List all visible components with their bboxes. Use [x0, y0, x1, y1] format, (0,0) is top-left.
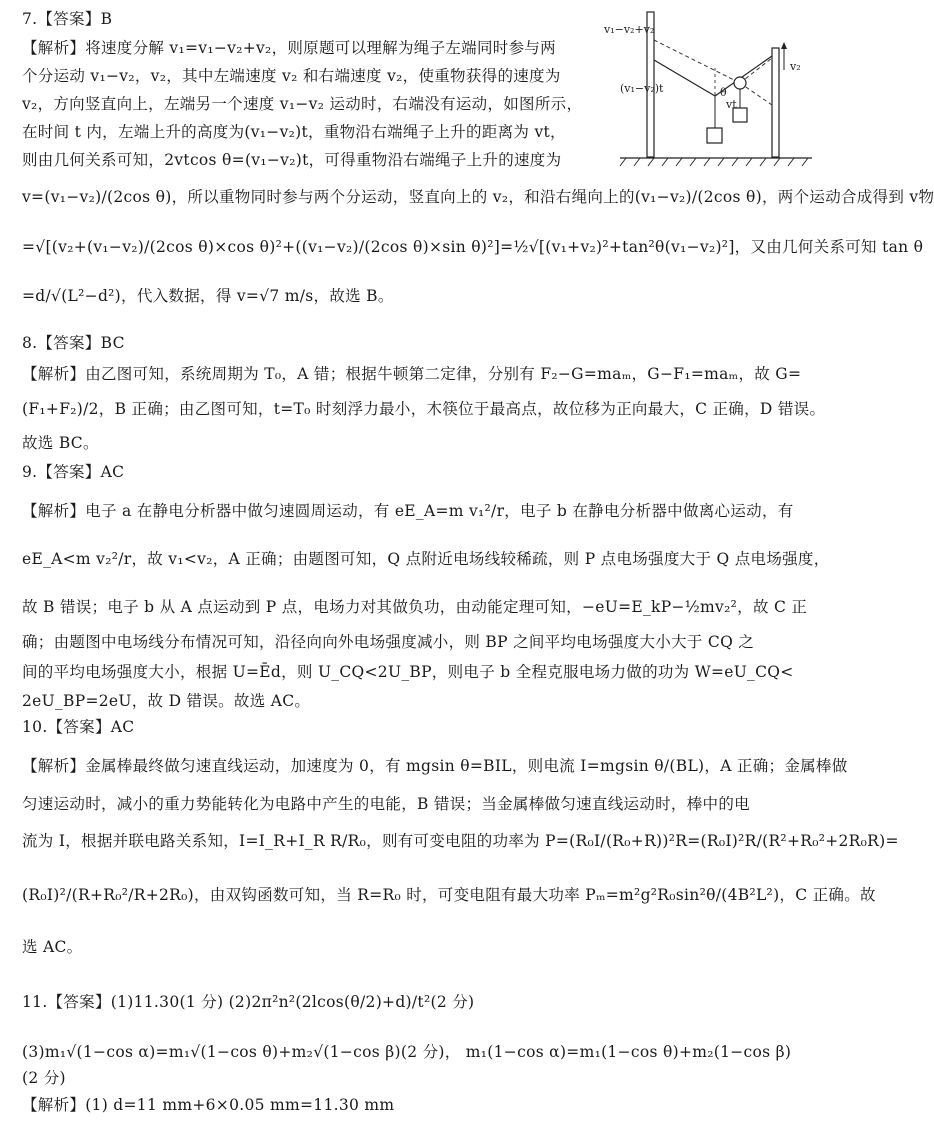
- q8-line-3: 故选 BC。: [22, 434, 99, 452]
- q9-header: 9.【答案】AC: [22, 463, 125, 481]
- right-pole: [772, 48, 779, 157]
- q9-line-6: 2eU_BP=2eU，故 D 错误。故选 AC。: [22, 692, 311, 710]
- label-theta: θ: [720, 86, 727, 99]
- q11-header: 11.【答案】(1)11.30(1 分) (2)2π²n²(2lcos(θ/2)+d)/t²(2 分): [22, 993, 475, 1011]
- v2-arrowhead: [781, 42, 787, 49]
- q8-header: 8.【答案】BC: [22, 334, 125, 352]
- right-pulley: [734, 77, 746, 89]
- q9-line-2: eE_A<m v₂²/r，故 v₁<v₂，A 正确；由题图可知，Q 点附近电场线较稀疏，则 P 点电场强度大于 Q 点电场强度，: [22, 550, 830, 568]
- q9-line-5: 间的平均电场强度大小，根据 U=Ēd，则 U_CQ<2U_BP，则电子 b 全程克服电场力做的功为 W=eU_CQ<: [22, 663, 794, 681]
- label-vt: vt: [726, 98, 737, 111]
- q9-line-3: 故 B 错误；电子 b 从 A 点运动到 P 点，电场力对其做负功，由动能定理可知，−eU=E_kP−½mv₂²，故 C 正: [22, 598, 808, 616]
- q7-line-3: v₂，方向竖直向上，左端另一个速度 v₁−v₂ 运动时，右端没有运动，如图所示，: [22, 95, 583, 113]
- q9-line-4: 确；由题图中电场线分布情况可知，沿径向向外电场强度减小，则 BP 之间平均电场强度大小大于 CQ 之: [22, 633, 755, 651]
- rope-pulley-diagram: [600, 8, 815, 173]
- q7-header: 7.【答案】B: [22, 10, 113, 28]
- q7-line-8: =d/√(L²−d²)，代入数据，得 v=√7 m/s，故选 B。: [22, 287, 394, 305]
- q7-line-6: v=(v₁−v₂)/(2cos θ)，所以重物同时参与两个分运动，竖直向上的 v₂，和沿右绳向上的(v₁−v₂)/(2cos θ)，两个运动合成得到 v物: [22, 188, 934, 206]
- q10-header: 10.【答案】AC: [22, 718, 135, 736]
- q10-line-1: 【解析】金属棒最终做匀速直线运动，加速度为 0，有 mgsin θ=BIL，则电流 I=mgsin θ/(BL)，A 正确；金属棒做: [22, 757, 848, 775]
- q7-line-7: =√[(v₂+(v₁−v₂)/(2cos θ)×cos θ)²+((v₁−v₂)/(2cos θ)×sin θ)²]=½√[(v₁+v₂)²+tan²θ(v₁−v₂)²]，又由几何关系可知 tan θ: [22, 238, 924, 256]
- q10-line-2: 匀速运动时，减小的重力势能转化为电路中产生的电能，B 错误；当金属棒做匀速直线运动时，棒中的电: [22, 795, 750, 813]
- label-mid: (v₁−v₂)t: [620, 82, 664, 95]
- q9-line-1: 【解析】电子 a 在静电分析器中做匀速圆周运动，有 eE_A=m v₁²/r，电子 b 在静电分析器中做离心运动，有: [22, 502, 794, 520]
- label-right: v₂: [790, 60, 801, 73]
- dashed-rope-left: [654, 40, 740, 83]
- label-top: v₁−v₂+v₂: [604, 23, 655, 36]
- q11-line-2: (2 分): [22, 1069, 66, 1087]
- left-weight: [707, 128, 722, 143]
- q10-line-5: 选 AC。: [22, 938, 83, 956]
- q8-line-2: (F₁+F₂)/2，B 正确；由乙图可知，t=T₀ 时刻浮力最小，木筷位于最高点，故位移为正向最大，C 正确，D 错误。: [22, 400, 826, 418]
- q10-line-3: 流为 I，根据并联电路关系知，I=I_R+I_R R/R₀，则有可变电阻的功率为 P=(R₀I/(R₀+R))²R=(R₀I)²R/(R²+R₀²+2R₀R)=: [22, 832, 899, 850]
- q7-line-4: 在时间 t 内，左端上升的高度为(v₁−v₂)t，重物沿右端绳子上升的距离为 vt，: [22, 123, 566, 141]
- q7-line-1: 【解析】将速度分解 v₁=v₁−v₂+v₂，则原题可以理解为绳子左端同时参与两: [22, 39, 556, 57]
- q7-line-5: 则由几何关系可知，2vtcos θ=(v₁−v₂)t，可得重物沿右端绳子上升的速度为: [22, 151, 562, 169]
- q11-line-3: 【解析】(1) d=11 mm+6×0.05 mm=11.30 mm: [22, 1096, 395, 1114]
- q8-line-1: 【解析】由乙图可知，系统周期为 T₀，A 错；根据牛顿第二定律，分别有 F₂−G=maₘ，G−F₁=maₘ，故 G=: [22, 365, 802, 383]
- q10-line-4: (R₀I)²/(R+R₀²/R+2R₀)，由双钩函数可知，当 R=R₀ 时，可变电阻有最大功率 Pₘ=m²g²R₀sin²θ/(4B²L²)，C 正确。故: [22, 886, 876, 904]
- q7-line-2: 个分运动 v₁−v₂，v₂，其中左端速度 v₂ 和右端速度 v₂，使重物获得的速度为: [22, 67, 561, 85]
- q11-line-1: (3)m₁√(1−cos α)=m₁√(1−cos θ)+m₂√(1−cos β)(2 分)， m₁(1−cos α)=m₁(1−cos θ)+m₂(1−cos β): [22, 1043, 792, 1061]
- ground-hatching: [620, 158, 808, 166]
